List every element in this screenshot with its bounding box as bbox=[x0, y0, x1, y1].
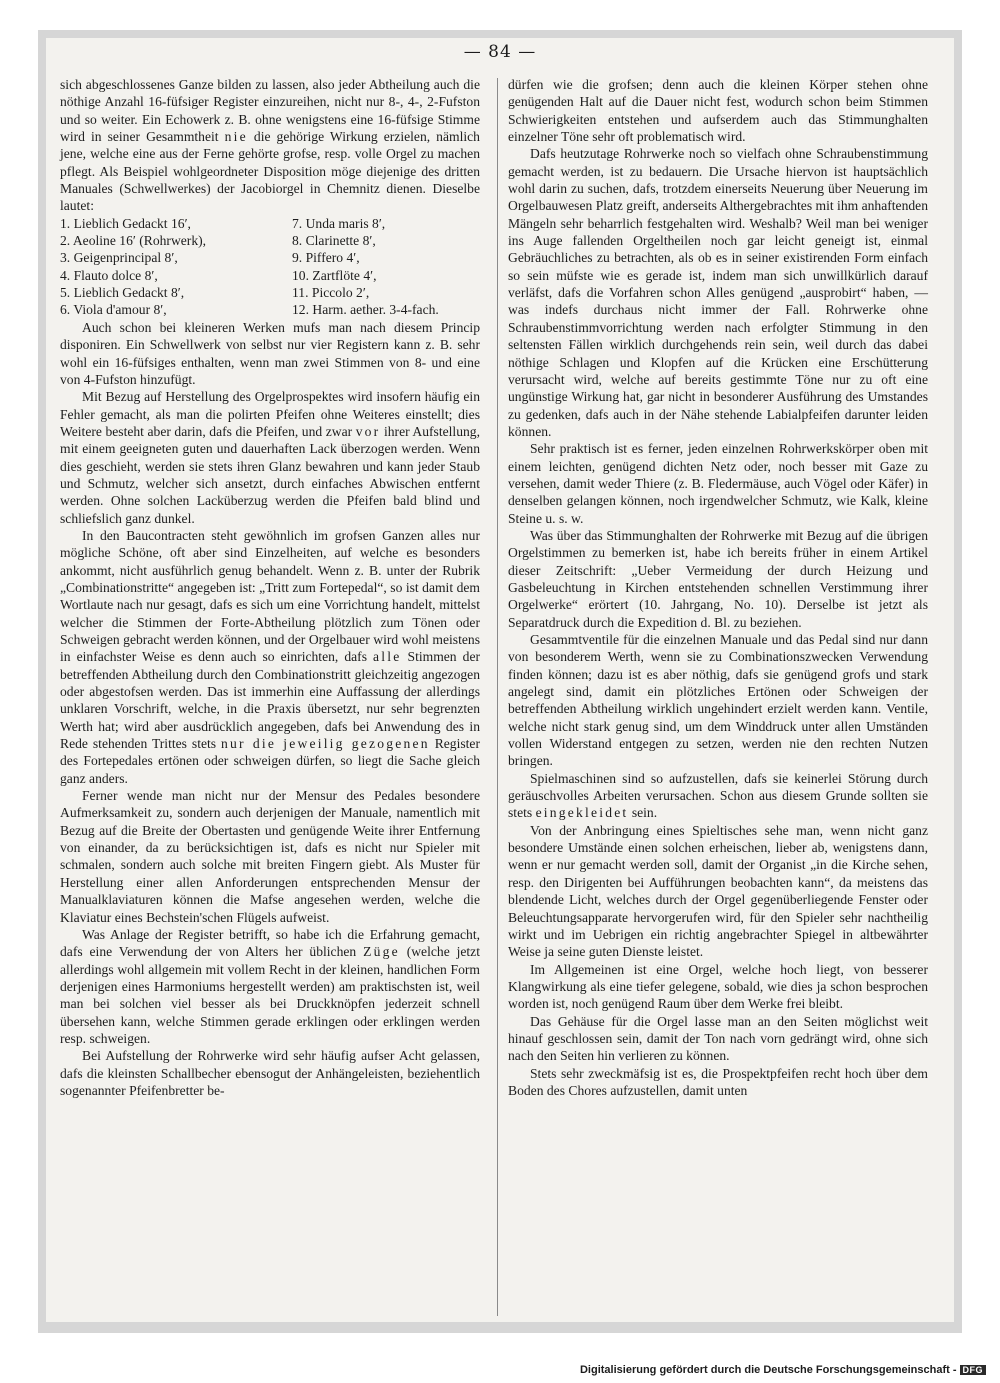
page-number: — 84 — bbox=[463, 42, 537, 62]
list-item: 12. Harm. aether. 3-4-fach. bbox=[292, 302, 439, 318]
paragraph: Spielmaschinen sind so aufzustellen, dafs sie keinerlei Störung durch geräuschvolles Arbeiten verursachen. Schon aus diesem Grunde sollten sie stets eingekleidet sein. bbox=[508, 770, 928, 821]
paragraph: Gesammtventile für die einzelnen Manuale und das Pedal sind nur dann von besonderem Werth, wenn sie zu Combinationszwecken Verwendung finden können; dazu ist es aber nöthig, dafs sie genügend grofs und stark angelegt sind, damit ein plötzliches Ertönen oder Schweigen der betreffenden Abtheilung wirklich ungehindert erzielt werden kann. Ventile, welche nicht stark genug sind, um dem Winddruck unter allen Umständen vollen Widerstand entgegen zu setzen, werden nie den rechten Nutzen bringen. bbox=[508, 632, 928, 769]
paragraph: In den Baucontracten steht gewöhnlich im grofsen Ganzen alles nur mögliche Schöne, oft aber sind Einzelheiten, auf welche es besonders ankommt, nicht ausführlich genug behandelt. Wenn z. B. unter der Rubrik „Combinationstritte“ angegeben ist: „Tritt zum Fortepedal“, so ist damit dem Wortlaute nach nur gesagt, dafs es sich um eine Vorrichtung handelt, mittelst welcher die Stimmen der Forte-Abtheilung plötzlich zum Tönen oder Schweigen gebracht werden können, und der Orgelbauer wird wohl meistens in einfachster Weise es denn auch so einrichten, dafs alle Stimmen der betreffenden Abtheilung durch den Combinationstritt gleichzeitig angezogen oder abgestofsen werden. Das ist immerhin eine Auffassung der allerdings unklaren Vorschrift, welche, in die Praxis übersetzt, nur sehr begrenzten Werth hat; wird aber ausdrücklich angegeben, dafs bei Anwendung des in Rede stehenden Trittes stets nur die jeweilig gezogenen Register des Fortepedales ertönen oder schweigen dürfen, so liegt die Sache gleich ganz anders. bbox=[60, 527, 480, 786]
paragraph: Was Anlage der Register betrifft, so habe ich die Erfahrung gemacht, dafs eine Verwendung der von Alters her üblichen Züge (welche jetzt allerdings wohl allgemein mit vollem Recht in der kleinen, handlichen Form derjenigen eines Harmoniums hergestellt werden) am praktischsten ist, weil man bei solchen viel besser als bei Druckknöpfen jederzeit schnell übersehen kann, welche Stimmen gerade erklingen oder erklingen werden resp. schweigen. bbox=[60, 926, 480, 1046]
footer-text: Digitalisierung gefördert durch die Deutsche Forschungsgemeinschaft - bbox=[579, 1364, 957, 1376]
list-item: 2. Aeoline 16′ (Rohrwerk), bbox=[60, 233, 207, 249]
left-column bbox=[60, 76, 480, 1099]
paragraph: Ferner wende man nicht nur der Mensur des Pedales besondere Aufmerksamkeit zu, sondern auch derjenigen der Manuale, namentlich mit Bezug auf die Breite der Obertasten und genügende Weite ihrer Entfernung von einander, da zu berücksichtigen ist, dafs es nicht nur Spieler mit schmalen, sondern auch solche mit breiten Fingern giebt. Als Muster für Herstellung einer allen Anforderungen entsprechenden Mensur der Manualklaviaturen können die Mafse angesehen werden, welche die Klaviatur eines Bechstein'schen Flügels aufweist. bbox=[60, 788, 480, 925]
list-item: 7. Unda maris 8′, bbox=[292, 215, 386, 231]
list-item: 11. Piccolo 2′, bbox=[292, 285, 370, 301]
paragraph: Von der Anbringung eines Spieltisches sehe man, wenn nicht ganz besondere Umstände einen solchen erheischen, lieber ab, wenigstens dann, wenn er nur gemacht werden soll, damit der Organist „in die Kirche sehen, resp. den Dirigenten bei Aufführungen beobachten kann“, da meistens das blendende Licht, welches durch der Orgel gegenüberliegende Fenster oder Beleuchtungsapparate hervorgerufen wird, für den Spieler sehr nachtheilig wirkt und im Uebrigen ein richtig angebrachter Spiegel in altbewährter Weise ja seine guten Dienste leistet. bbox=[508, 822, 928, 960]
list-item: 3. Geigenprincipal 8′, bbox=[60, 250, 178, 266]
paragraph: Das Gehäuse für die Orgel lasse man an den Seiten möglichst weit hinauf geschlossen sein, damit der Ton nach vorn gedrängt wird, ohne sich nach den Seiten hin verlieren zu können. bbox=[508, 1013, 928, 1064]
paragraph: sich abgeschlossenes Ganze bilden zu lassen, also jeder Abtheilung auch die nöthige Anzahl 16-füfsiger Register einzureihen, nicht nur 8-, 4-, 2-Fufston und so weiter. Ein Echowerk z. B. ohne wenigstens eine 16-füfsige Stimme wird in seiner Gesammtheit nie die gehörige Wirkung erzielen, nämlich jene, welche eine aus der Ferne gehörte grofse, resp. volle Orgel zu machen pflegt. Als Beispiel wohlgeordneter Disposition möge diejenige des dritten Manuales (Schwellwerkes) der Jacobiorgel in Chemnitz dienen. Dieselbe lautet: bbox=[60, 77, 480, 214]
paragraph: Dafs heutzutage Rohrwerke noch so vielfach ohne Schraubenstimmung gemacht werden, ist zu bedauern. Die Ursache hiervon ist hauptsächlich wohl darin zu suchen, dafs, trotzdem einerseits Neuerung über Neuerung im Orgelbauwesen Platz greift, anderseits Althergebrachtes mit ihm anhaftenden Mängeln sehr beharrlich festgehalten wird. Weshalb? Weil man bei weniger ins Auge fallenden Orgeltheilen noch gar leicht geneigt ist, einmal Gebräuchliches zu betrachten, als ob es in seiner existirenden Form einfach so sein müfste wie es gerade ist, indem man sich unwillkürlich darauf verläfst, dafs die Vorfahren schon Alles genügend „ausprobirt“ haben, — was indefs durchaus nicht immer der Fall. Rohrwerke ohne Schraubenstimmvorrichtung werden nach erfolgter Stimmung in den seltensten Fällen wirklich durchgehends rein sein, weil durch das dabei nöthige Schlagen und Klopfen auf die Krücken eine Erschütterung verursacht wird, welche auf bereits gestimmte Töne nur zu oft eine ungünstige Wirkung hat, gar nicht in besonderer Ausführung des Umstandes zu gedenken, dafs auch in der Nähe stehende Labialpfeifen darunter leiden können. bbox=[508, 146, 929, 439]
paragraph: Bei Aufstellung der Rohrwerke wird sehr häufig aufser Acht gelassen, dafs die kleinsten Schallbecher ebensogut der Anhängeleisten, beziehentlich sogenannter Pfeifenbretter be- bbox=[60, 1048, 480, 1098]
list-item: 8. Clarinette 8′, bbox=[292, 233, 376, 249]
list-item: 5. Lieblich Gedackt 8′, bbox=[60, 285, 185, 301]
column-divider bbox=[497, 78, 498, 1316]
paragraph: Mit Bezug auf Herstellung des Orgelprospektes wird insofern häufig ein Fehler gemacht, als man die polirten Pfeifen ohne Weiteres einstellt; dies Weitere besteht aber darin, dafs die Pfeifen, und zwar vor ihrer Aufstellung, mit einem geeigneten guten und dauerhaften Lack überzogen werden. Wenn dies geschieht, werden sie stets ihren Glanz bewahren und kann jeder Staub und Schmutz, welcher sich ansetzt, durch einfaches Abwischen entfernt werden. Ohne solchen Lacküberzug werden die Pfeifen bald blind und schliefslich ganz dunkel. bbox=[60, 389, 480, 526]
dfg-logo-icon: DFG bbox=[960, 1365, 987, 1375]
list-item: 6. Viola d'amour 8′, bbox=[60, 302, 167, 318]
right-column bbox=[508, 76, 928, 1099]
list-item: 1. Lieblich Gedackt 16′, bbox=[60, 215, 191, 231]
dfg-funding-notice bbox=[580, 1364, 986, 1376]
list-item: 10. Zartflöte 4′, bbox=[292, 267, 377, 283]
register-disposition-list bbox=[60, 215, 480, 319]
paragraph: Stets sehr zweckmäfsig ist es, die Prospektpfeifen recht hoch über dem Boden des Chores aufzustellen, damit unten bbox=[508, 1065, 928, 1098]
paragraph: Was über das Stimmunghalten der Rohrwerke mit Bezug auf die übrigen Orgelstimmen zu bemerken ist, habe ich bereits früher in einem Artikel dieser Zeitschrift: „Ueber Vermeidung der durch Heizung und Gasbeleuchtung in Kirchen entstehenden schnellen Verstimmung ihrer Orgelwerke“ erörtert (10. Jahrgang, No. 10). Derselbe ist jetzt als Separatdruck durch die Expedition d. Bl. zu beziehen. bbox=[508, 527, 928, 630]
list-item: 4. Flauto dolce 8′, bbox=[60, 267, 158, 283]
paragraph: Auch schon bei kleineren Werken mufs man nach diesem Princip disponiren. Ein Schwellwerk von selbst nur vier Registern kann z. B. sehr wohl ein 16-füfsiges enthalten, wenn man zwei Stimmen von 8- und eine von 4-Fufston hinzufügt. bbox=[60, 319, 480, 387]
paragraph: Sehr praktisch ist es ferner, jeden einzelnen Rohrwerkskörper oben mit einem leichten, genügend dichten Netz oder, noch besser mit Gaze zu versehen, damit weder Thiere (z. B. Fledermäuse, auch Vögel oder Käfer) in denselben gelangen können, noch irgendwelcher Schmutz, wie Kalk, kleine Steine u. s. w. bbox=[508, 441, 928, 526]
paragraph: dürfen wie die grofsen; denn auch die kleinen Körper stehen ohne genügenden Halt auf die Dauer nicht fest, wodurch schon beim Stimmen Schwierigkeiten entstehen und aufserdem auch das Stimmunghalten einzelner Töne sehr oft problematisch wird. bbox=[508, 77, 928, 145]
paragraph: Im Allgemeinen ist eine Orgel, welche hoch liegt, von besserer Klangwirkung als eine tiefer gelegene, sobald, wie dies ja schon besprochen worden ist, noch genügend Raum über dem Werke frei bleibt. bbox=[508, 961, 928, 1012]
list-item: 9. Piffero 4′, bbox=[292, 250, 360, 266]
